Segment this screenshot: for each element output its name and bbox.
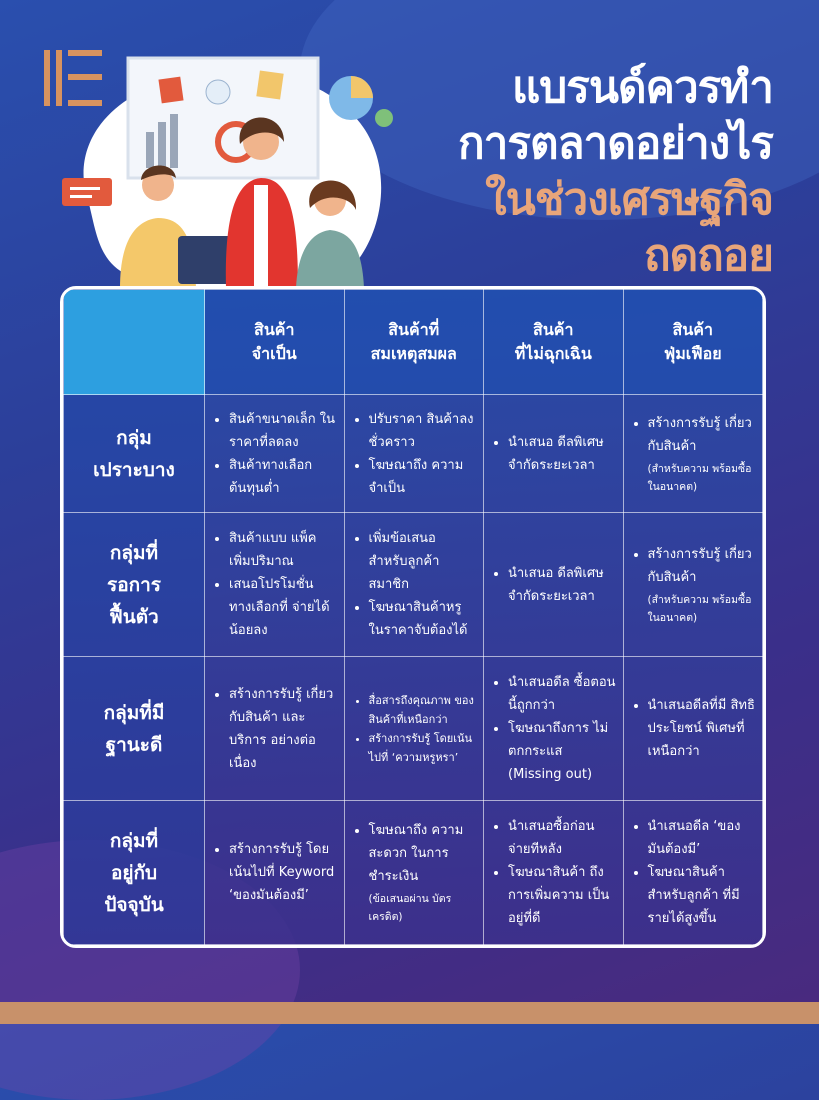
column-header: สินค้าที่ สมเหตุสมผล: [344, 290, 484, 395]
row-header-segment: กลุ่ม เปราะบาง: [64, 395, 205, 513]
strategy-item: • สร้างการรับรู้ เกี่ยวกับสินค้า: [648, 543, 757, 589]
strategy-note: (สำหรับความ พร้อมซื้อในอนาคต): [647, 462, 752, 493]
table-cell: [344, 657, 484, 801]
strategy-note: (สำหรับความ พร้อมซื้อในอนาคต): [647, 593, 752, 624]
strategy-item: • สื่อสารถึงคุณภาพ ของสินค้าที่เหนือกว่า: [369, 691, 478, 729]
strategy-item: • นำเสนอดีล ซื้อตอนนี้ถูกกว่า: [508, 671, 617, 717]
table-cell: [484, 395, 624, 513]
table-cell: [623, 801, 763, 945]
strategy-item: • เสนอโปรโมชั่น ทางเลือกที่ จ่ายได้น้อยลง: [229, 573, 338, 642]
strategy-item: • โฆษณาถึงการ ไม่ตกกระแส (Missing out): [508, 717, 617, 786]
table-cell: [205, 801, 345, 945]
strategy-list: [215, 838, 338, 907]
table-header-row: [64, 290, 763, 395]
strategy-item: • สร้างการรับรู้ เกี่ยวกับสินค้า และบริการ อย่างต่อเนื่อง: [229, 683, 338, 775]
table-corner-cell: [64, 290, 205, 395]
strategy-item: • สินค้าขนาดเล็ก ในราคาที่ลดลง: [229, 408, 338, 454]
strategy-list: [634, 543, 757, 589]
strategy-item: • สร้างการรับรู้ โดยเน้นไปที่ Keyword ‘ของมันต้องมี’: [229, 838, 338, 907]
table-cell: [623, 395, 763, 513]
strategy-item: • สินค้าแบบ แพ็คเพิ่มปริมาณ: [229, 527, 338, 573]
table-cell: [484, 513, 624, 657]
strategy-item: • นำเสนอซื้อก่อน จ่ายทีหลัง: [508, 815, 617, 861]
strategy-list: [494, 671, 617, 786]
strategy-item: • สร้างการรับรู้ โดยเน้นไปที่ ‘ความหรูหรา’: [369, 729, 478, 767]
headline-line-4: ถดถอย: [643, 230, 773, 281]
column-header: สินค้า จำเป็น: [205, 290, 345, 395]
headline-line-1: แบรนด์ควรทำ: [511, 62, 773, 113]
headline: [393, 60, 773, 284]
table-cell: [484, 657, 624, 801]
column-header: สินค้า ฟุ่มเฟือย: [623, 290, 763, 395]
strategy-item: • นำเสนอ ดีลพิเศษ จำกัดระยะเวลา: [508, 431, 617, 477]
strategy-list: [215, 408, 338, 500]
table-row: [64, 657, 763, 801]
strategy-list: [494, 815, 617, 930]
strategy-list: [355, 527, 478, 642]
strategy-item: • ปรับราคา สินค้าลงชั่วคราว: [369, 408, 478, 454]
bottom-strip: [0, 1002, 819, 1024]
strategy-table: [60, 286, 766, 948]
strategy-item: • สินค้าทางเลือก ต้นทุนต่ำ: [229, 454, 338, 500]
strategy-item: • สร้างการรับรู้ เกี่ยวกับสินค้า: [648, 412, 757, 458]
table-cell: [623, 657, 763, 801]
strategy-item: • นำเสนอ ดีลพิเศษ จำกัดระยะเวลา: [508, 562, 617, 608]
strategy-item: • นำเสนอดีล ‘ของมันต้องมี’: [648, 815, 757, 861]
strategy-list: [215, 683, 338, 775]
table-cell: [205, 513, 345, 657]
strategy-item: • โฆษณาถึง ความจำเป็น: [369, 454, 478, 500]
strategy-item: • โฆษณาถึง ความสะดวก ในการชำระเงิน: [369, 819, 478, 888]
row-header-segment: กลุ่มที่ อยู่กับ ปัจจุบัน: [64, 801, 205, 945]
table-row: [64, 801, 763, 945]
strategy-item: • โฆษณาสินค้าหรู ในราคาจับต้องได้: [369, 596, 478, 642]
team-meeting-illustration: [58, 50, 403, 288]
headline-line-2: การตลาดอย่างไร: [458, 118, 773, 169]
strategy-list: [494, 562, 617, 608]
table-cell: [344, 801, 484, 945]
table-row: [64, 513, 763, 657]
strategy-list: [634, 694, 757, 763]
strategy-note: (ข้อเสนอผ่าน บัตรเครดิต): [368, 893, 452, 923]
strategy-list: [634, 815, 757, 930]
table-row: [64, 395, 763, 513]
strategy-list: [355, 408, 478, 500]
table-cell: [205, 657, 345, 801]
row-header-segment: กลุ่มที่ รอการ ฟื้นตัว: [64, 513, 205, 657]
strategy-list: [355, 819, 478, 888]
table-cell: [344, 395, 484, 513]
headline-line-3: ในช่วงเศรษฐกิจ: [485, 174, 773, 225]
strategy-item: • นำเสนอดีลที่มี สิทธิประโยชน์ พิเศษที่เหนือกว่า: [648, 694, 757, 763]
strategy-list: [215, 527, 338, 642]
table-cell: [344, 513, 484, 657]
strategy-list: [494, 431, 617, 477]
strategy-item: • โฆษณาสินค้า ถึงการเพิ่มความ เป็นอยู่ที่ดี: [508, 861, 617, 930]
strategy-item: • โฆษณาสินค้า สำหรับลูกค้า ที่มีรายได้สูงขึ้น: [648, 861, 757, 930]
table-cell: [484, 801, 624, 945]
strategy-list: [634, 412, 757, 458]
row-header-segment: กลุ่มที่มี ฐานะดี: [64, 657, 205, 801]
table-cell: [623, 513, 763, 657]
strategy-item: • เพิ่มข้อเสนอ สำหรับลูกค้า สมาชิก: [369, 527, 478, 596]
column-header: สินค้า ที่ไม่ฉุกเฉิน: [484, 290, 624, 395]
table-cell: [205, 395, 345, 513]
strategy-list: [355, 691, 478, 767]
